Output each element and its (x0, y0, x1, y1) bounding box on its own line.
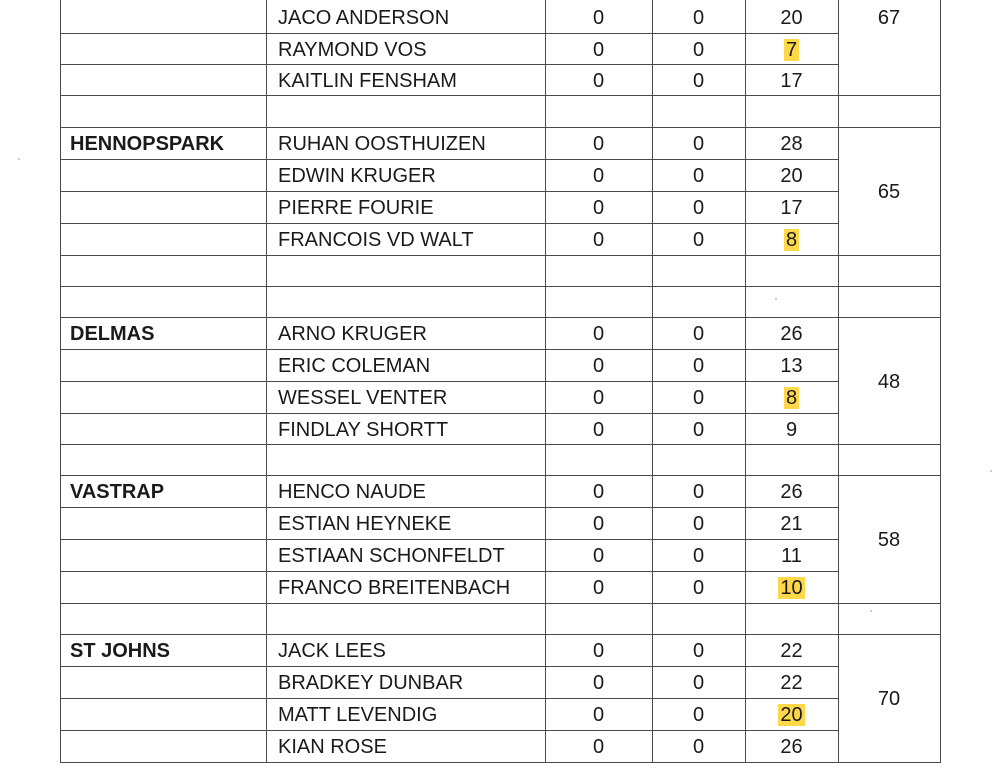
player-score-text: 17 (780, 197, 803, 219)
team-total (838, 176, 940, 208)
player-name-text: ESTIAAN SCHONFELDT (278, 545, 505, 567)
score-col-a-text: 0 (592, 70, 605, 92)
player-score-text: 20 (780, 7, 803, 29)
player-name-text: KIAN ROSE (278, 736, 387, 758)
player-name (278, 635, 386, 667)
player-score (745, 192, 838, 224)
score-col-a (545, 160, 652, 192)
player-name (278, 318, 427, 350)
score-col-a-text: 0 (592, 545, 605, 567)
player-name (278, 382, 447, 414)
player-score-text: 8 (785, 387, 798, 409)
score-col-a (545, 540, 652, 572)
player-score (745, 414, 838, 446)
player-score (745, 572, 838, 604)
player-score-text: 20 (780, 165, 803, 187)
team-total (838, 366, 940, 398)
scan-speck (18, 158, 20, 160)
scan-speck (870, 610, 872, 612)
score-col-b-text: 0 (692, 513, 705, 535)
score-col-b-text: 0 (692, 355, 705, 377)
score-col-a (545, 572, 652, 604)
score-col-b-text: 0 (692, 419, 705, 441)
player-score (745, 635, 838, 667)
team-total (838, 524, 940, 556)
club-name-text: ST JOHNS (70, 640, 171, 662)
score-col-a (545, 667, 652, 699)
score-col-b-text: 0 (692, 39, 705, 61)
score-col-b-text: 0 (692, 7, 705, 29)
score-col-b-text: 0 (692, 577, 705, 599)
player-name (278, 224, 474, 256)
score-col-a (545, 65, 652, 97)
team-total-text: 48 (877, 371, 901, 393)
team-total-text: 58 (877, 529, 901, 551)
player-score-text: 8 (785, 229, 798, 251)
team-total-text: 67 (877, 7, 901, 29)
player-name (278, 572, 510, 604)
player-name-text: HENCO NAUDE (278, 481, 426, 503)
score-col-b (652, 382, 745, 414)
score-col-b (652, 572, 745, 604)
player-score (745, 160, 838, 192)
player-score-text: 26 (780, 323, 803, 345)
player-score (745, 34, 838, 66)
player-name-text: FINDLAY SHORTT (278, 419, 449, 441)
player-score-text: 26 (780, 736, 803, 758)
player-name-text: FRANCO BREITENBACH (278, 577, 511, 599)
player-name-text: RUHAN OOSTHUIZEN (278, 133, 486, 155)
player-score-text: 9 (785, 419, 798, 441)
club-name (70, 318, 154, 350)
team-total-text: 65 (877, 181, 901, 203)
score-col-b (652, 224, 745, 256)
score-col-a (545, 414, 652, 446)
player-score-text: 13 (780, 355, 803, 377)
score-col-b-text: 0 (692, 704, 705, 726)
score-col-b-text: 0 (692, 640, 705, 662)
grid-vline (266, 0, 267, 763)
player-score (745, 476, 838, 508)
player-name-text: FRANCOIS VD WALT (278, 229, 474, 251)
score-col-a (545, 350, 652, 382)
score-col-a (545, 2, 652, 34)
score-col-b (652, 414, 745, 446)
player-name (278, 699, 437, 731)
player-score (745, 731, 838, 763)
score-col-b-text: 0 (692, 481, 705, 503)
score-col-a (545, 224, 652, 256)
player-name-text: PIERRE FOURIE (278, 197, 434, 219)
score-col-a (545, 635, 652, 667)
player-name (278, 160, 436, 192)
player-score (745, 667, 838, 699)
club-name (70, 476, 164, 508)
player-score (745, 2, 838, 34)
player-name (278, 192, 434, 224)
score-col-a-text: 0 (592, 355, 605, 377)
scan-speck (990, 470, 992, 472)
score-col-a (545, 128, 652, 160)
player-name-text: BRADKEY DUNBAR (278, 672, 464, 694)
score-col-a (545, 382, 652, 414)
score-col-b (652, 318, 745, 350)
player-score (745, 382, 838, 414)
score-col-a-text: 0 (592, 577, 605, 599)
score-col-b-text: 0 (692, 545, 705, 567)
score-col-b-text: 0 (692, 133, 705, 155)
grid-hline (60, 286, 940, 287)
score-col-b-text: 0 (692, 70, 705, 92)
player-name-text: WESSEL VENTER (278, 387, 448, 409)
score-col-a (545, 318, 652, 350)
player-name-text: RAYMOND VOS (278, 39, 427, 61)
team-total-text: 70 (877, 688, 901, 710)
grid-vline (60, 0, 61, 763)
player-name (278, 540, 505, 572)
score-col-b-text: 0 (692, 736, 705, 758)
score-col-b (652, 2, 745, 34)
score-col-b (652, 731, 745, 763)
player-name (278, 508, 451, 540)
score-col-b (652, 128, 745, 160)
score-col-b-text: 0 (692, 229, 705, 251)
score-col-b-text: 0 (692, 672, 705, 694)
club-name (70, 128, 224, 160)
score-col-b (652, 540, 745, 572)
player-name-text: EDWIN KRUGER (278, 165, 436, 187)
score-col-b (652, 350, 745, 382)
score-col-a-text: 0 (592, 672, 605, 694)
score-col-a (545, 476, 652, 508)
player-name-text: ESTIAN HEYNEKE (278, 513, 452, 535)
team-total (838, 2, 940, 34)
player-score-text: 17 (780, 70, 803, 92)
club-name-text: VASTRAP (70, 481, 165, 503)
score-col-a (545, 731, 652, 763)
score-col-b (652, 476, 745, 508)
player-score-text: 10 (780, 577, 803, 599)
player-name (278, 350, 430, 382)
player-name-text: MATT LEVENDIG (278, 704, 438, 726)
player-score-text: 20 (780, 704, 803, 726)
score-col-b (652, 667, 745, 699)
player-name (278, 667, 463, 699)
score-col-b-text: 0 (692, 197, 705, 219)
team-total (838, 683, 940, 715)
score-col-b (652, 508, 745, 540)
score-col-a-text: 0 (592, 197, 605, 219)
score-col-a-text: 0 (592, 7, 605, 29)
player-name (278, 731, 387, 763)
score-col-b (652, 192, 745, 224)
player-name (278, 65, 457, 97)
score-col-a-text: 0 (592, 229, 605, 251)
player-name (278, 414, 448, 446)
score-col-a (545, 699, 652, 731)
player-score-text: 22 (780, 672, 803, 694)
player-score (745, 508, 838, 540)
player-name (278, 128, 486, 160)
player-score-text: 22 (780, 640, 803, 662)
player-score-text: 21 (780, 513, 803, 535)
player-score (745, 318, 838, 350)
player-name-text: KAITLIN FENSHAM (278, 70, 457, 92)
club-name-text: HENNOPSPARK (70, 133, 225, 155)
score-col-b-text: 0 (692, 165, 705, 187)
player-score (745, 65, 838, 97)
score-col-b (652, 635, 745, 667)
score-col-a (545, 192, 652, 224)
player-score (745, 128, 838, 160)
score-col-a-text: 0 (592, 419, 605, 441)
player-name (278, 476, 426, 508)
player-name (278, 2, 449, 34)
score-col-a-text: 0 (592, 387, 605, 409)
player-name-text: JACO ANDERSON (278, 7, 450, 29)
player-score (745, 224, 838, 256)
player-name-text: JACK LEES (278, 640, 386, 662)
score-col-a-text: 0 (592, 323, 605, 345)
score-col-a-text: 0 (592, 39, 605, 61)
score-col-a-text: 0 (592, 133, 605, 155)
score-col-b (652, 65, 745, 97)
club-name-text: DELMAS (70, 323, 155, 345)
player-score-text: 26 (780, 481, 803, 503)
score-col-a-text: 0 (592, 736, 605, 758)
score-col-a-text: 0 (592, 704, 605, 726)
player-score-text: 28 (780, 133, 803, 155)
score-col-a-text: 0 (592, 640, 605, 662)
score-col-a-text: 0 (592, 165, 605, 187)
player-score-text: 11 (781, 545, 802, 567)
player-score-text: 7 (785, 39, 798, 61)
score-col-a (545, 34, 652, 66)
score-col-b-text: 0 (692, 323, 705, 345)
score-col-b (652, 160, 745, 192)
player-score (745, 350, 838, 382)
player-name-text: ERIC COLEMAN (278, 355, 431, 377)
grid-vline (940, 0, 941, 763)
player-score (745, 540, 838, 572)
player-score (745, 699, 838, 731)
score-col-a-text: 0 (592, 513, 605, 535)
player-name (278, 34, 427, 66)
score-col-b (652, 34, 745, 66)
player-name-text: ARNO KRUGER (278, 323, 427, 345)
club-name (70, 635, 170, 667)
score-col-b-text: 0 (692, 387, 705, 409)
score-col-a-text: 0 (592, 481, 605, 503)
score-col-b (652, 699, 745, 731)
scan-speck (775, 298, 777, 300)
score-col-a (545, 508, 652, 540)
